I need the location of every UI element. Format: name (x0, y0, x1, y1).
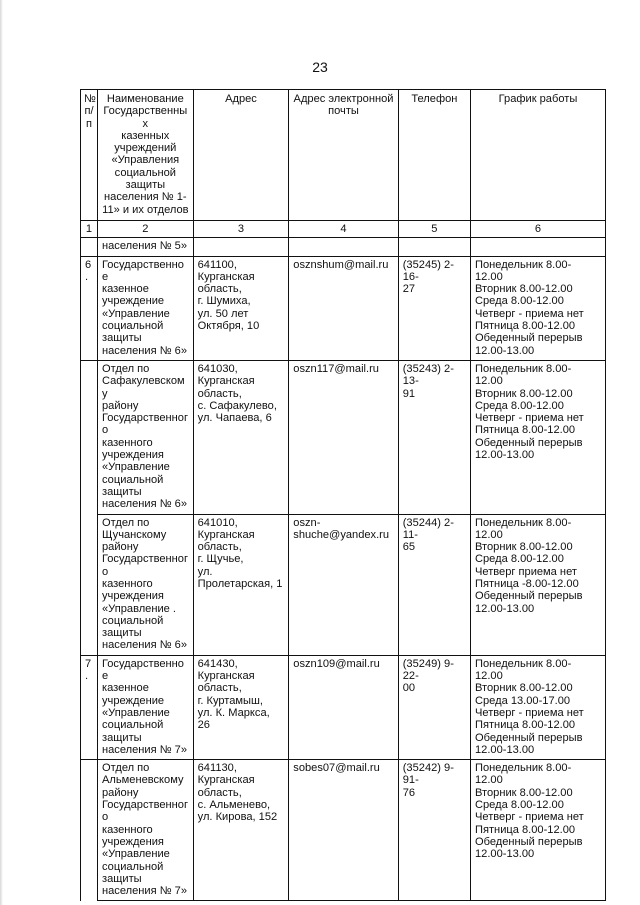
empty-cell (289, 238, 398, 256)
empty-cell (471, 238, 606, 256)
continuation-row (81, 238, 606, 256)
institution-phone: (35249) 9-22- 00 (398, 655, 470, 759)
column-number-row (81, 220, 606, 237)
column-number: 3 (193, 220, 289, 237)
column-number: 4 (289, 220, 398, 237)
institution-schedule: Понедельник 8.00- 12.00 Вторник 8.00-12.00 Среда 8.00-12.00 Четверг - приема нет Пятница 8.00-12.00 Обеденный перерыв 12.00-13.00 (471, 256, 606, 360)
institution-phone: (35242) 9-91- 76 (398, 760, 470, 901)
row-number (81, 760, 98, 901)
institution-email: oszn117@mail.ru (289, 360, 398, 514)
row-number (81, 360, 98, 514)
institution-name: Государственное казенное учреждение «Управление социальной защиты населения № 7» (98, 655, 194, 759)
institutions-table (80, 89, 606, 901)
header-email: Адрес электронной почты (289, 90, 398, 221)
institution-address: 641130, Курганская область, с. Альменево, ул. Кирова, 152 (193, 760, 289, 901)
institution-phone: (35244) 2-11- 65 (398, 514, 470, 655)
row-number (81, 514, 98, 655)
table-row (81, 514, 606, 655)
header-schedule: График работы (471, 90, 606, 221)
institution-phone: (35243) 2-13- 91 (398, 360, 470, 514)
table-row (81, 760, 606, 901)
scan-edge-shadow (0, 0, 3, 905)
table-header-row (81, 90, 606, 221)
institution-schedule: Понедельник 8.00- 12.00 Вторник 8.00-12.00 Среда 8.00-12.00 Четверг - приема нет Пятница 8.00-12.00 Обеденный перерыв 12.00-13.00 (471, 760, 606, 901)
institution-email: osznshum@mail.ru (289, 256, 398, 360)
column-number: 1 (81, 220, 98, 237)
page-number: 23 (312, 59, 328, 75)
header-address: Адрес (193, 90, 289, 221)
row-number: 7. (81, 655, 98, 759)
continuation-text: населения № 5» (98, 238, 194, 256)
row-number (81, 238, 98, 256)
institution-name: Отдел по Щучанскому району Государственного казенного учреждения «Управление . социальной защиты населения № 6» (98, 514, 194, 655)
institution-email: oszn109@mail.ru (289, 655, 398, 759)
institution-email: sobes07@mail.ru (289, 760, 398, 901)
institution-name: Отдел по Альменевскому району Государственного казенного учреждения «Управление социальной защиты населения № 7» (98, 760, 194, 901)
table-row (81, 360, 606, 514)
table-row (81, 256, 606, 360)
institution-schedule: Понедельник 8.00- 12.00 Вторник 8.00-12.00 Среда 8.00-12.00 Четверг - приема нет Пятница 8.00-12.00 Обеденный перерыв 12.00-13.00 (471, 360, 606, 514)
institution-schedule: Понедельник 8.00- 12.00 Вторник 8.00-12.00 Среда 8.00-12.00 Четверг приема нет Пятница -8.00-12.00 Обеденный перерыв 12.00-13.00 (471, 514, 606, 655)
institution-address: 641430, Курганская область, г. Куртамыш, ул. К. Маркса, 26 (193, 655, 289, 759)
header-phone: Телефон (398, 90, 470, 221)
column-number: 2 (98, 220, 194, 237)
column-number: 5 (398, 220, 470, 237)
header-name: Наименование Государственных казенных учреждений «Управления социальной защиты населения № 1- 11» и их отделов (98, 90, 194, 221)
header-number: № п/п (81, 90, 98, 221)
institution-name: Государственное казенное учреждение «Управление социальной защиты населения № 6» (98, 256, 194, 360)
institution-schedule: Понедельник 8.00- 12.00 Вторник 8.00-12.00 Среда 13.00-17.00 Четверг - приема нет Пятница 8.00-12.00 Обеденный перерыв 12.00-13.00 (471, 655, 606, 759)
table-row (81, 655, 606, 759)
institution-phone: (35245) 2-16- 27 (398, 256, 470, 360)
empty-cell (193, 238, 289, 256)
institution-address: 641010, Курганская область, г. Щучье, ул. Пролетарская, 1 (193, 514, 289, 655)
row-number: 6. (81, 256, 98, 360)
institution-name: Отдел по Сафакулевскому району Государственного казенного учреждения «Управление социальной защиты населения № 6» (98, 360, 194, 514)
column-number: 6 (471, 220, 606, 237)
institution-email: oszn- shuche@yandex.ru (289, 514, 398, 655)
empty-cell (398, 238, 470, 256)
institution-address: 641100, Курганская область, г. Шумиха, ул. 50 лет Октября, 10 (193, 256, 289, 360)
institution-address: 641030, Курганская область, с. Сафакулево, ул. Чапаева, 6 (193, 360, 289, 514)
